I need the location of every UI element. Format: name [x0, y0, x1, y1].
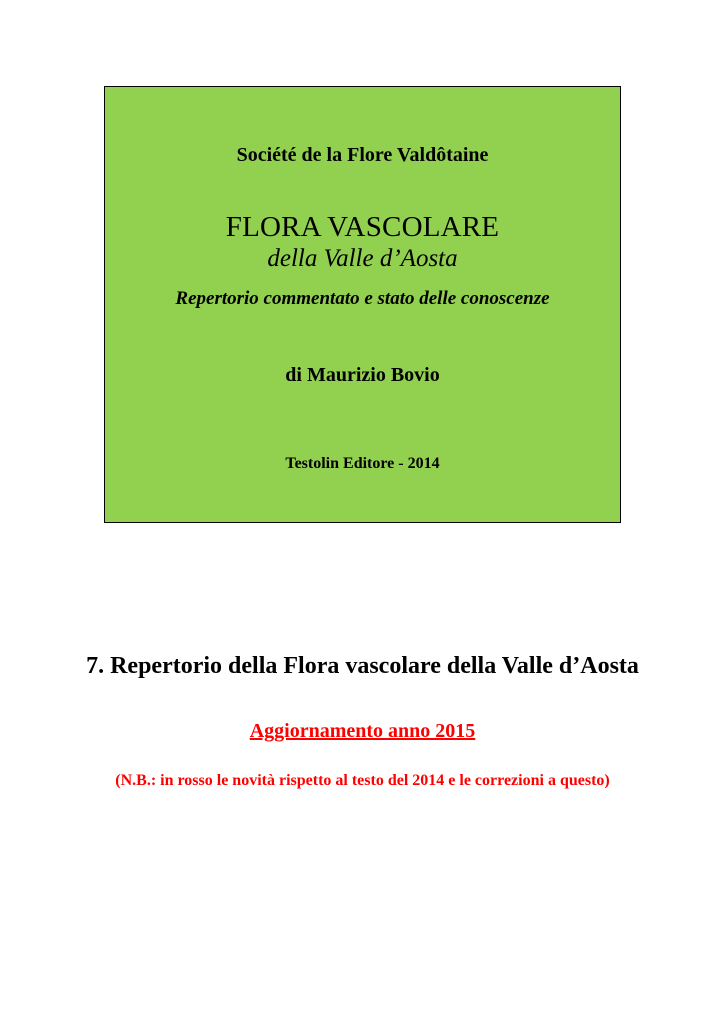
book-author: di Maurizio Bovio — [285, 364, 440, 386]
society-name: Société de la Flore Valdôtaine — [236, 144, 489, 166]
book-title: FLORA VASCOLARE — [225, 211, 500, 243]
update-note: (N.B.: in rosso le novità rispetto al testo del 2014 e le correzioni a questo) — [115, 772, 610, 789]
section-heading: 7. Repertorio della Flora vascolare della Valle d’Aosta — [86, 653, 639, 679]
book-tagline: Repertorio commentato e stato delle conoscenze — [175, 288, 550, 309]
update-title: Aggiornamento anno 2015 — [249, 720, 476, 742]
book-publisher: Testolin Editore - 2014 — [285, 455, 440, 472]
cover-box — [104, 86, 621, 523]
book-subtitle: della Valle d’Aosta — [267, 245, 458, 272]
